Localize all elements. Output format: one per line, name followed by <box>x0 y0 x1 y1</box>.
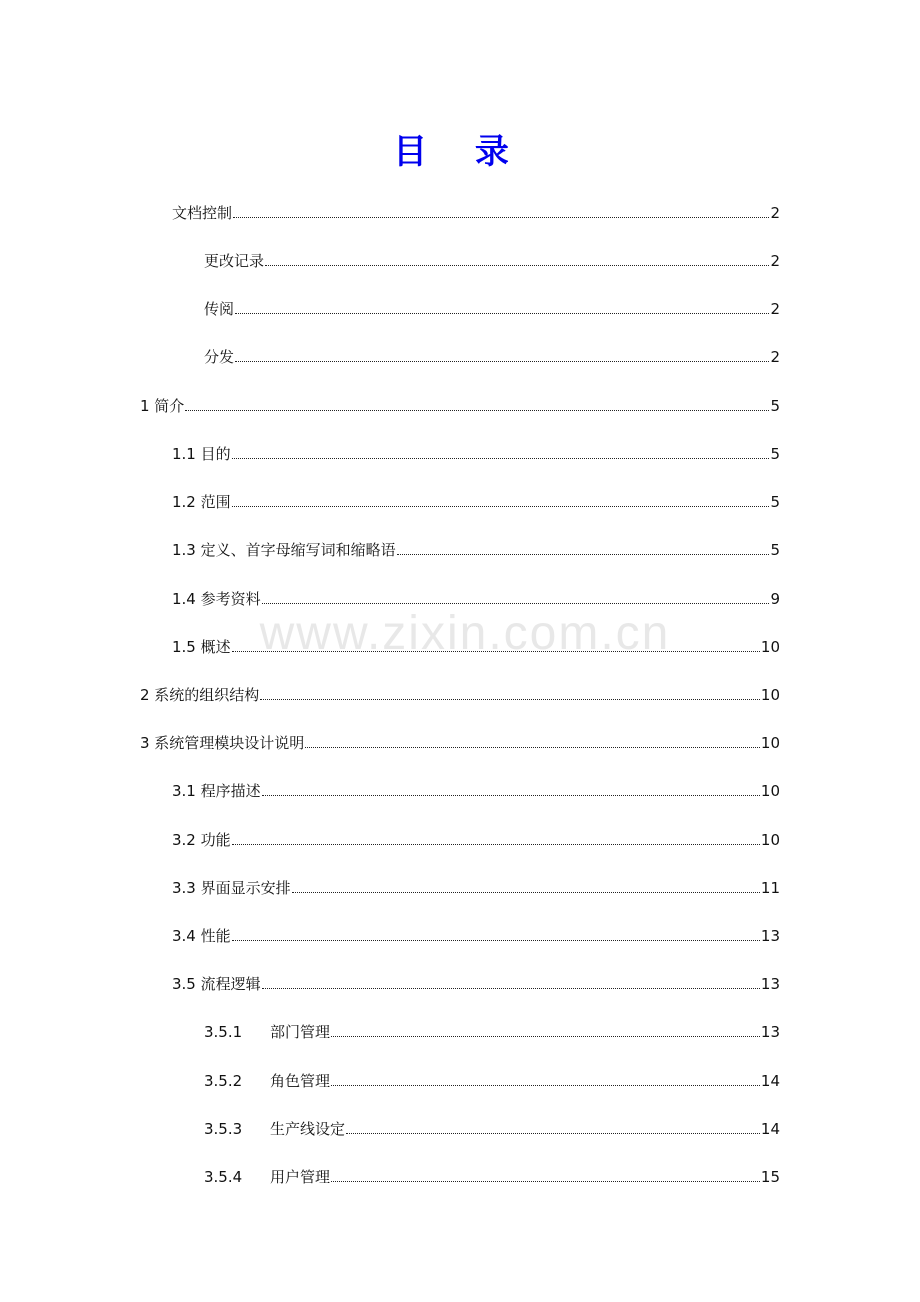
toc-entry[interactable] <box>204 245 780 271</box>
dot-leader <box>262 987 760 989</box>
dot-leader <box>397 553 770 555</box>
toc-title: 目 录 <box>393 132 527 172</box>
dot-leader <box>262 794 760 796</box>
toc-entry[interactable] <box>172 534 780 560</box>
toc-entry-number: 3.5.4 <box>204 1168 243 1186</box>
toc-entry-page: 2 <box>770 348 780 366</box>
toc-entry-label: 用户管理 <box>270 1168 331 1186</box>
toc-entry-label: 1.4 参考资料 <box>172 590 261 608</box>
toc-entry[interactable] <box>172 631 780 657</box>
toc-entry-label: 3.2 功能 <box>172 831 231 849</box>
toc-entry-number: 3.5.3 <box>204 1120 243 1138</box>
toc-entry-page: 10 <box>760 831 780 849</box>
toc-entry[interactable] <box>172 872 780 898</box>
toc-entry-page: 13 <box>760 927 780 945</box>
toc-entry-label: 2 系统的组织结构 <box>140 686 260 704</box>
toc-entry[interactable] <box>172 583 780 609</box>
toc-entry-page: 9 <box>770 590 780 608</box>
toc-entry[interactable] <box>172 197 780 223</box>
toc-entry-page: 13 <box>760 1023 780 1041</box>
toc-entry-label: 分发 <box>204 348 235 366</box>
toc-entry-page: 5 <box>770 445 780 463</box>
toc-entry[interactable] <box>172 920 780 946</box>
toc-entry-label: 3.4 性能 <box>172 927 231 945</box>
toc-entry[interactable] <box>172 775 780 801</box>
toc-entry-page: 10 <box>760 782 780 800</box>
dot-leader <box>331 1084 760 1086</box>
toc-entry[interactable] <box>204 1161 780 1187</box>
toc-entry-page: 2 <box>770 252 780 270</box>
dot-leader <box>232 505 770 507</box>
dot-leader <box>233 216 769 218</box>
dot-leader <box>346 1132 760 1134</box>
toc-entry-label: 3 系统管理模块设计说明 <box>140 734 305 752</box>
dot-leader <box>262 602 770 604</box>
dot-leader <box>185 409 769 411</box>
toc-entry-label: 角色管理 <box>270 1072 331 1090</box>
toc-entry-page: 2 <box>770 204 780 222</box>
toc-entry-label: 1.5 概述 <box>172 638 231 656</box>
toc-entry-label: 3.5 流程逻辑 <box>172 975 261 993</box>
dot-leader <box>305 746 760 748</box>
dot-leader <box>260 698 760 700</box>
toc-entry[interactable] <box>140 679 780 705</box>
dot-leader <box>232 650 760 652</box>
toc-entry-page: 14 <box>760 1072 780 1090</box>
toc-entry-page: 14 <box>760 1120 780 1138</box>
toc-entry-label: 1.3 定义、首字母缩写词和缩略语 <box>172 541 396 559</box>
toc-entry-label: 1.2 范围 <box>172 493 231 511</box>
toc-entry[interactable] <box>140 390 780 416</box>
dot-leader <box>232 939 760 941</box>
toc-entry[interactable] <box>204 293 780 319</box>
toc-entry-page: 5 <box>770 541 780 559</box>
toc-entry-page: 10 <box>760 686 780 704</box>
toc-entry[interactable] <box>204 1065 780 1091</box>
toc-entry-label: 部门管理 <box>270 1023 331 1041</box>
dot-leader <box>235 360 769 362</box>
toc-entry-label: 生产线设定 <box>270 1120 346 1138</box>
toc-entry-page: 5 <box>770 397 780 415</box>
toc-entry-page: 11 <box>760 879 780 897</box>
toc-entry[interactable] <box>204 1016 780 1042</box>
dot-leader <box>292 891 760 893</box>
toc-entry-number: 3.5.2 <box>204 1072 243 1090</box>
toc-entry-label: 3.3 界面显示安排 <box>172 879 291 897</box>
toc-entry-label: 更改记录 <box>204 252 265 270</box>
toc-entry-label: 传阅 <box>204 300 235 318</box>
toc-entry[interactable] <box>172 968 780 994</box>
toc-entry-page: 10 <box>760 734 780 752</box>
toc-entry-label: 3.1 程序描述 <box>172 782 261 800</box>
toc-entry[interactable] <box>172 824 780 850</box>
dot-leader <box>235 312 769 314</box>
toc-entry-page: 10 <box>760 638 780 656</box>
dot-leader <box>232 457 770 459</box>
dot-leader <box>232 843 760 845</box>
toc-entry-page: 5 <box>770 493 780 511</box>
toc-entry[interactable] <box>172 438 780 464</box>
watermark: www.zixin.com.cn <box>259 607 671 660</box>
toc-entry[interactable] <box>204 341 780 367</box>
toc-entry-label: 1.1 目的 <box>172 445 231 463</box>
toc-entry[interactable] <box>140 727 780 753</box>
toc-entry-number: 3.5.1 <box>204 1023 243 1041</box>
toc-entry[interactable] <box>204 1113 780 1139</box>
toc-entry-page: 15 <box>760 1168 780 1186</box>
dot-leader <box>331 1035 760 1037</box>
toc-entry-label: 文档控制 <box>172 204 233 222</box>
dot-leader <box>265 264 769 266</box>
toc-entry-page: 13 <box>760 975 780 993</box>
toc-entry[interactable] <box>172 486 780 512</box>
dot-leader <box>331 1180 760 1182</box>
toc-entry-page: 2 <box>770 300 780 318</box>
toc-entry-label: 1 简介 <box>140 397 185 415</box>
